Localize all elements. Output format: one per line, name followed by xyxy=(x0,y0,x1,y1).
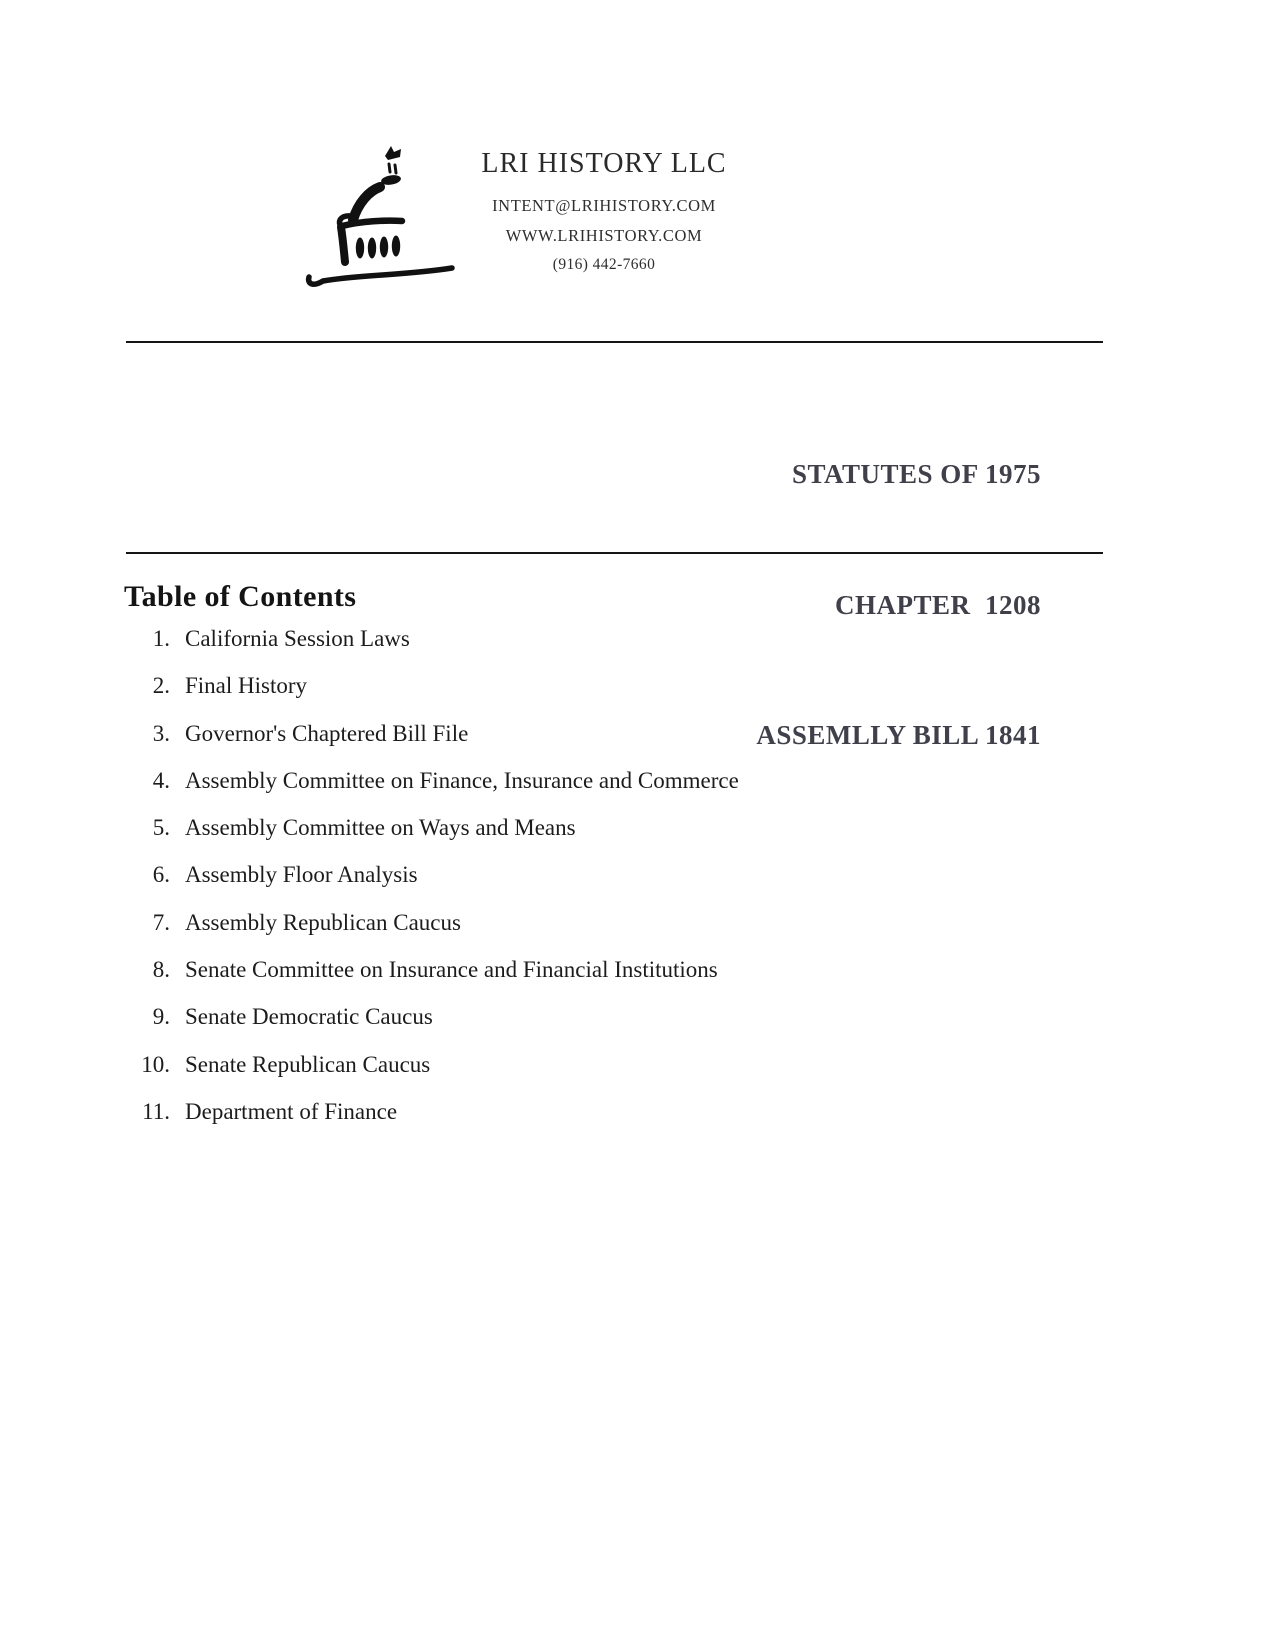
toc-item xyxy=(110,993,1090,1040)
toc-item-label: California Session Laws xyxy=(185,626,410,651)
toc-item-label: Assembly Committee on Ways and Means xyxy=(185,815,576,841)
company-phone: (916) 442-7660 xyxy=(552,256,656,273)
toc-item-label: Senate Committee on Insurance and Financial Institutions xyxy=(185,957,718,983)
company-header xyxy=(404,148,804,274)
divider-bottom xyxy=(126,552,1103,554)
toc-item xyxy=(110,710,1090,757)
toc-item-number: 2. xyxy=(152,673,170,699)
toc-item-label: Department of Finance xyxy=(185,1098,398,1124)
toc-item xyxy=(110,757,1090,804)
toc-item xyxy=(110,615,1090,662)
toc-item-number: 5. xyxy=(152,815,170,841)
bill-line: ASSEMLLY BILL 1841 xyxy=(756,720,1041,750)
toc-item-number: 4. xyxy=(152,767,170,793)
toc-item-number: 11. xyxy=(142,1098,170,1124)
toc-list xyxy=(110,615,1090,1135)
toc-item-number: 3. xyxy=(152,720,170,746)
toc-item xyxy=(110,1041,1090,1088)
company-email: INTENT@LRIHISTORY.COM xyxy=(492,196,716,215)
divider-top xyxy=(126,341,1103,343)
toc-item-label: Final History xyxy=(185,673,308,699)
toc-item-number: 9. xyxy=(152,1004,170,1030)
toc-item xyxy=(110,946,1090,993)
toc-item-label: Senate Republican Caucus xyxy=(185,1051,431,1077)
company-website: WWW.LRIHISTORY.COM xyxy=(505,226,703,245)
toc-item-label: Governor's Chaptered Bill File xyxy=(185,720,469,746)
toc-item xyxy=(110,1088,1090,1135)
toc-item-label: Senate Democratic Caucus xyxy=(185,1004,433,1030)
toc-item-label: Assembly Floor Analysis xyxy=(185,862,418,888)
toc-item xyxy=(110,899,1090,946)
toc-item-number: 10. xyxy=(141,1051,170,1077)
chapter-line: CHAPTER 1208 xyxy=(834,589,1041,620)
toc-item-number: 7. xyxy=(152,909,170,935)
toc-item-number: 8. xyxy=(152,957,170,983)
toc-item xyxy=(110,662,1090,709)
statutes-line: STATUTES OF 1975 xyxy=(791,459,1041,489)
company-name: LRI HISTORY LLC xyxy=(481,148,727,179)
toc-item-label: Assembly Committee on Finance, Insurance and Commerce xyxy=(185,767,739,793)
toc-item-number: 1. xyxy=(152,626,170,651)
toc-heading: Table of Contents xyxy=(124,580,357,613)
toc-item xyxy=(110,851,1090,898)
toc-item-number: 6. xyxy=(152,862,170,888)
toc-item xyxy=(110,804,1090,851)
toc-item-label: Assembly Republican Caucus xyxy=(185,909,461,935)
